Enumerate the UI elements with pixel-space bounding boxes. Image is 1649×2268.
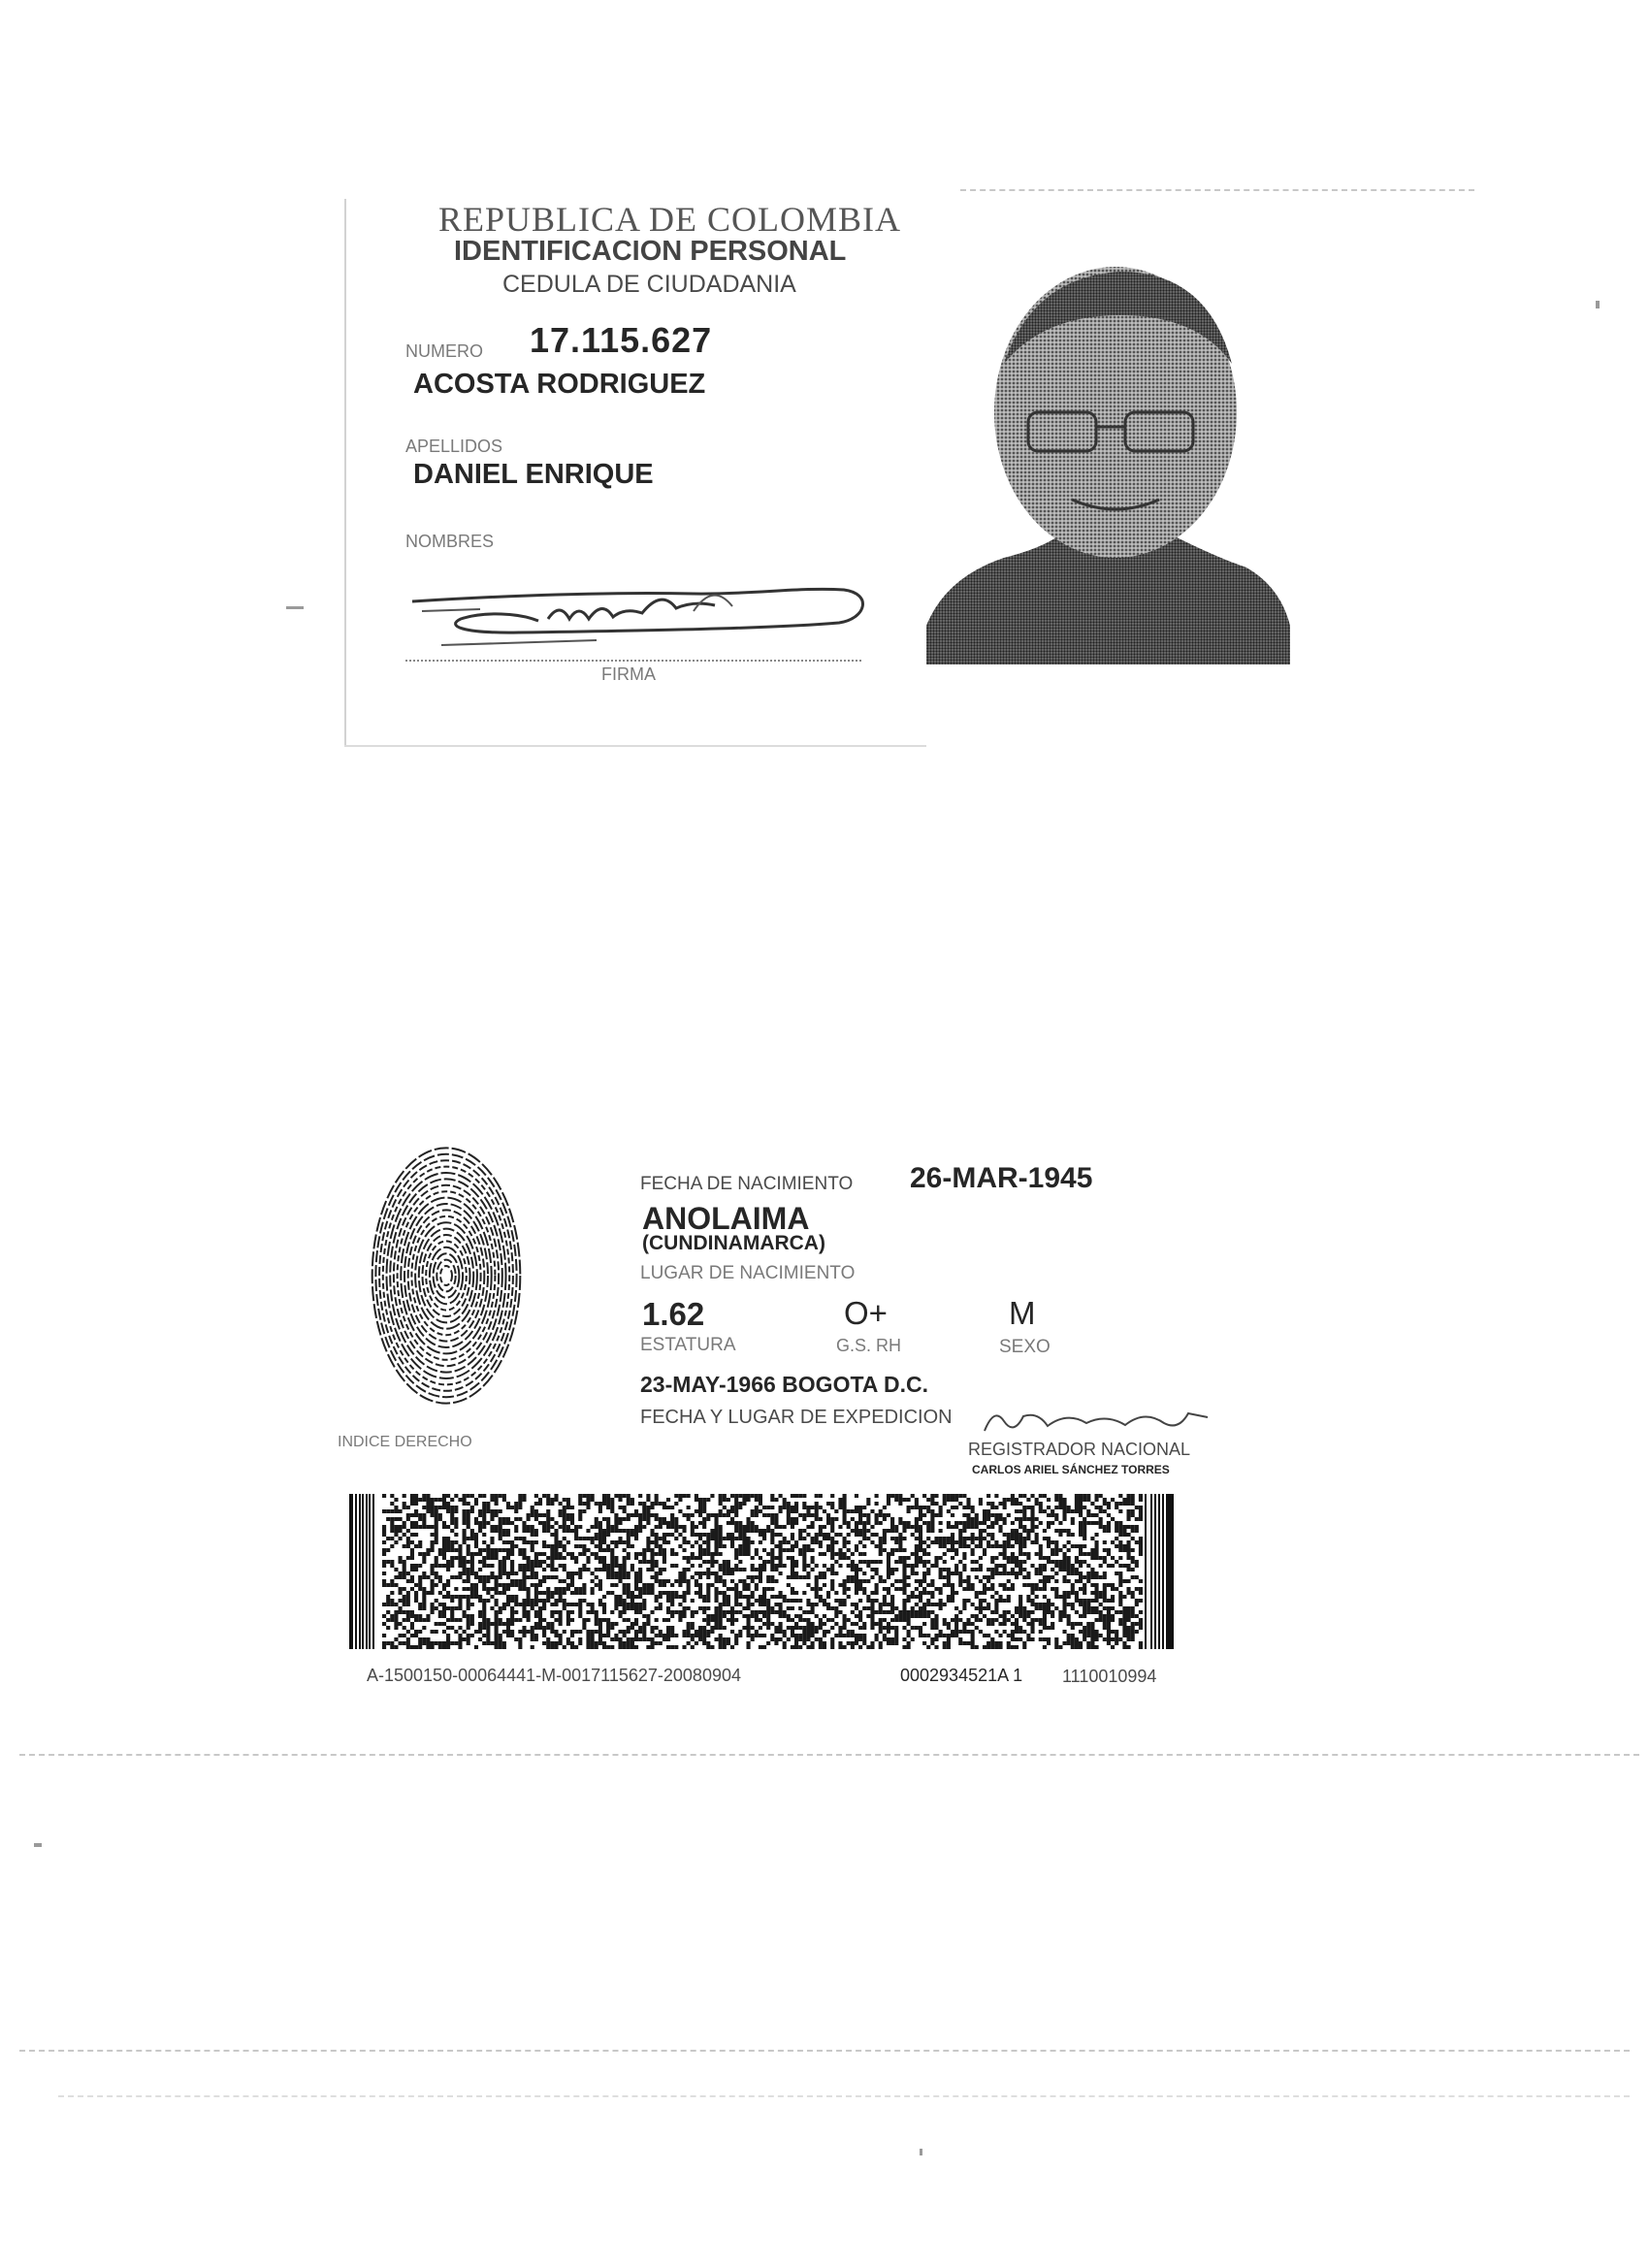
registrador-signature-icon	[980, 1402, 1212, 1441]
registrador-name: CARLOS ARIEL SÁNCHEZ TORRES	[972, 1463, 1170, 1476]
apellidos-value: ACOSTA RODRIGUEZ	[413, 369, 706, 400]
lugar-nacimiento-line1: ANOLAIMA	[642, 1201, 810, 1236]
portrait-photo-icon	[926, 257, 1290, 664]
numero-label: NUMERO	[405, 341, 483, 361]
pdf417-barcode-icon	[349, 1494, 1174, 1649]
scan-line-low	[19, 2050, 1630, 2052]
estatura-label: ESTATURA	[640, 1335, 736, 1355]
scan-line-top	[960, 189, 1474, 191]
sexo-label: SEXO	[999, 1337, 1051, 1357]
gs-rh-label: G.S. RH	[836, 1336, 902, 1355]
speck	[920, 2149, 922, 2155]
card-edge-left	[344, 199, 346, 747]
lugar-nacimiento-label: LUGAR DE NACIMIENTO	[640, 1263, 856, 1283]
fingerprint-icon	[369, 1145, 524, 1407]
barcode-code-3: 1110010994	[1062, 1667, 1157, 1686]
fecha-nacimiento-label: FECHA DE NACIMIENTO	[640, 1174, 854, 1194]
scan-line-bottom	[58, 2095, 1630, 2097]
barcode-code-2: 0002934521A 1	[900, 1666, 1023, 1685]
expedicion-value: 23-MAY-1966 BOGOTA D.C.	[640, 1372, 928, 1397]
nombres-value: DANIEL ENRIQUE	[413, 459, 654, 490]
registrador-label: REGISTRADOR NACIONAL	[968, 1440, 1191, 1459]
numero-value: 17.115.627	[530, 320, 713, 360]
gs-rh-value: O+	[844, 1295, 888, 1331]
firma-line	[405, 660, 861, 662]
speck	[1596, 301, 1600, 308]
handwritten-signature-icon	[403, 572, 878, 660]
speck	[286, 606, 304, 609]
card-edge-bottom	[344, 745, 926, 747]
scan-line-mid	[19, 1754, 1639, 1756]
card-header-republica: REPUBLICA DE COLOMBIA	[438, 200, 902, 239]
expedicion-label: FECHA Y LUGAR DE EXPEDICION	[640, 1407, 953, 1428]
firma-label: FIRMA	[601, 664, 656, 684]
nombres-label: NOMBRES	[405, 532, 495, 551]
sexo-value: M	[1009, 1295, 1036, 1331]
estatura-value: 1.62	[642, 1296, 705, 1332]
card-header-identificacion: IDENTIFICACION PERSONAL	[454, 236, 847, 267]
barcode-code-1: A-1500150-00064441-M-0017115627-20080904	[367, 1666, 741, 1685]
lugar-nacimiento-line2: (CUNDINAMARCA)	[642, 1232, 825, 1254]
fecha-nacimiento-value: 26-MAR-1945	[910, 1162, 1093, 1194]
card-header-cedula: CEDULA DE CIUDADANIA	[502, 271, 796, 298]
speck	[34, 1843, 42, 1847]
apellidos-label: APELLIDOS	[405, 437, 503, 456]
indice-derecho-label: INDICE DERECHO	[338, 1434, 472, 1450]
